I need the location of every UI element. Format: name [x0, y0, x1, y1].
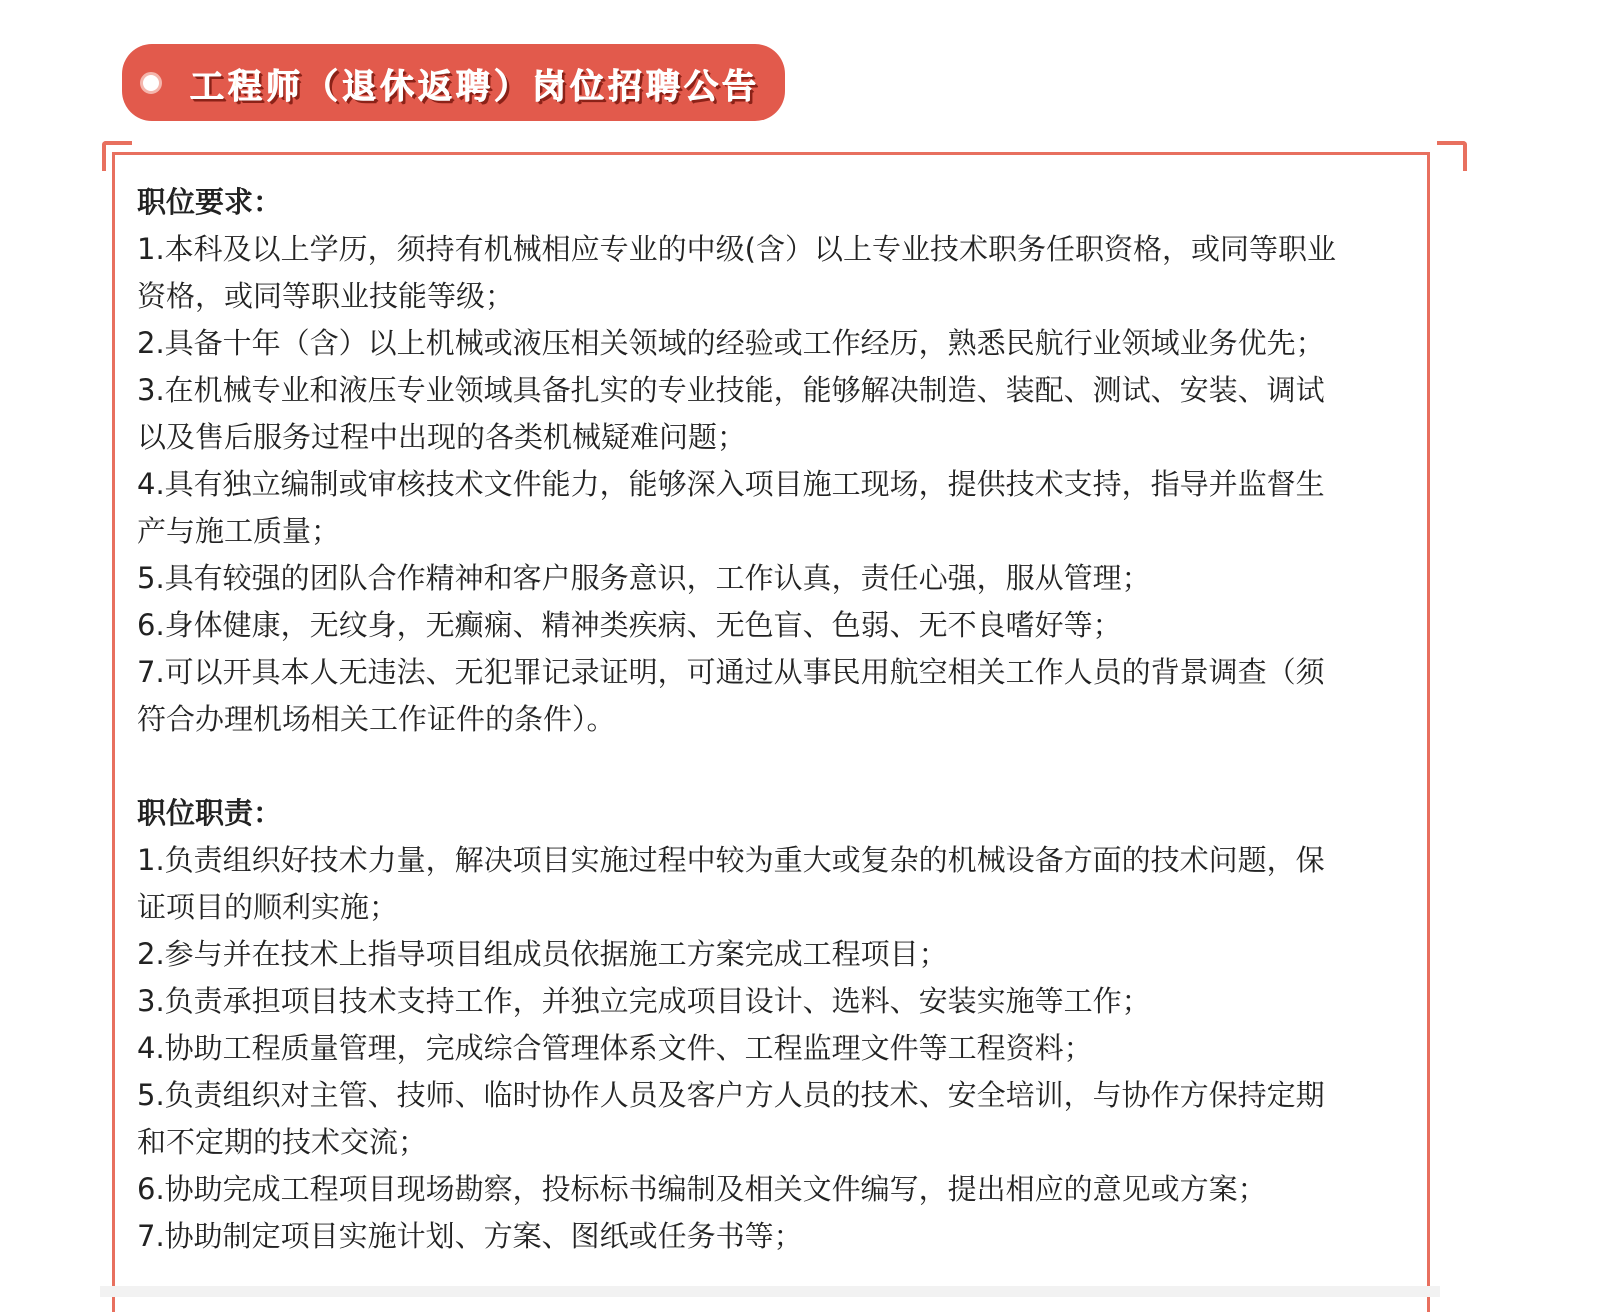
requirement-line: 1.本科及以上学历，须持有机械相应专业的中级(含）以上专业技术职务任职资格，或同等职业: [137, 232, 1336, 266]
title-banner: [122, 44, 785, 121]
duties-heading: 职位职责：: [137, 796, 283, 830]
duty-line: 证项目的顺利实施；: [137, 890, 399, 924]
duty-line: 5.负责组织对主管、技师、临时协作人员及客户方人员的技术、安全培训，与协作方保持定期: [137, 1078, 1325, 1112]
requirement-line: 资格，或同等职业技能等级；: [137, 279, 515, 313]
requirement-line: 以及售后服务过程中出现的各类机械疑难问题；: [137, 420, 747, 454]
section-spacer: [137, 743, 1417, 790]
duty-line: 7.协助制定项目实施计划、方案、图纸或任务书等；: [137, 1219, 803, 1253]
content-panel: [112, 152, 1430, 1312]
duty-line: 3.负责承担项目技术支持工作，并独立完成项目设计、选料、安装实施等工作；: [137, 984, 1151, 1018]
requirement-line: 符合办理机场相关工作证件的条件）。: [137, 702, 616, 736]
requirement-line: 5.具有较强的团队合作精神和客户服务意识，工作认真，责任心强，服从管理；: [137, 561, 1151, 595]
requirement-line: 2.具备十年（含）以上机械或液压相关领域的经验或工作经历，熟悉民航行业领域业务优先；: [137, 326, 1325, 360]
duty-line: 6.协助完成工程项目现场勘察，投标标书编制及相关文件编写，提出相应的意见或方案；: [137, 1172, 1267, 1206]
requirement-line: 4.具有独立编制或审核技术文件能力，能够深入项目施工现场，提供技术支持，指导并监督生: [137, 467, 1325, 501]
requirement-line: 产与施工质量；: [137, 514, 341, 548]
page-title: 工程师（退休返聘）岗位招聘公告: [190, 67, 760, 107]
duty-line: 和不定期的技术交流；: [137, 1125, 428, 1159]
bottom-edge: [100, 1286, 1440, 1297]
duty-line: 2.参与并在技术上指导项目组成员依据施工方案完成工程项目；: [137, 937, 948, 971]
requirement-line: 3.在机械专业和液压专业领域具备扎实的专业技能，能够解决制造、装配、测试、安装、调试: [137, 373, 1325, 407]
duty-line: 1.负责组织好技术力量，解决项目实施过程中较为重大或复杂的机械设备方面的技术问题，保: [137, 843, 1325, 877]
content-body: [137, 179, 1417, 1260]
bullet-circle-icon: [140, 72, 162, 94]
requirement-line: 6.身体健康，无纹身，无癫痫、精神类疾病、无色盲、色弱、无不良嗜好等；: [137, 608, 1122, 642]
requirements-heading: 职位要求：: [137, 185, 283, 219]
duty-line: 4.协助工程质量管理，完成综合管理体系文件、工程监理文件等工程资料；: [137, 1031, 1093, 1065]
requirement-line: 7.可以开具本人无违法、无犯罪记录证明，可通过从事民用航空相关工作人员的背景调查（须: [137, 655, 1325, 689]
corner-bracket-right: [1437, 141, 1467, 171]
